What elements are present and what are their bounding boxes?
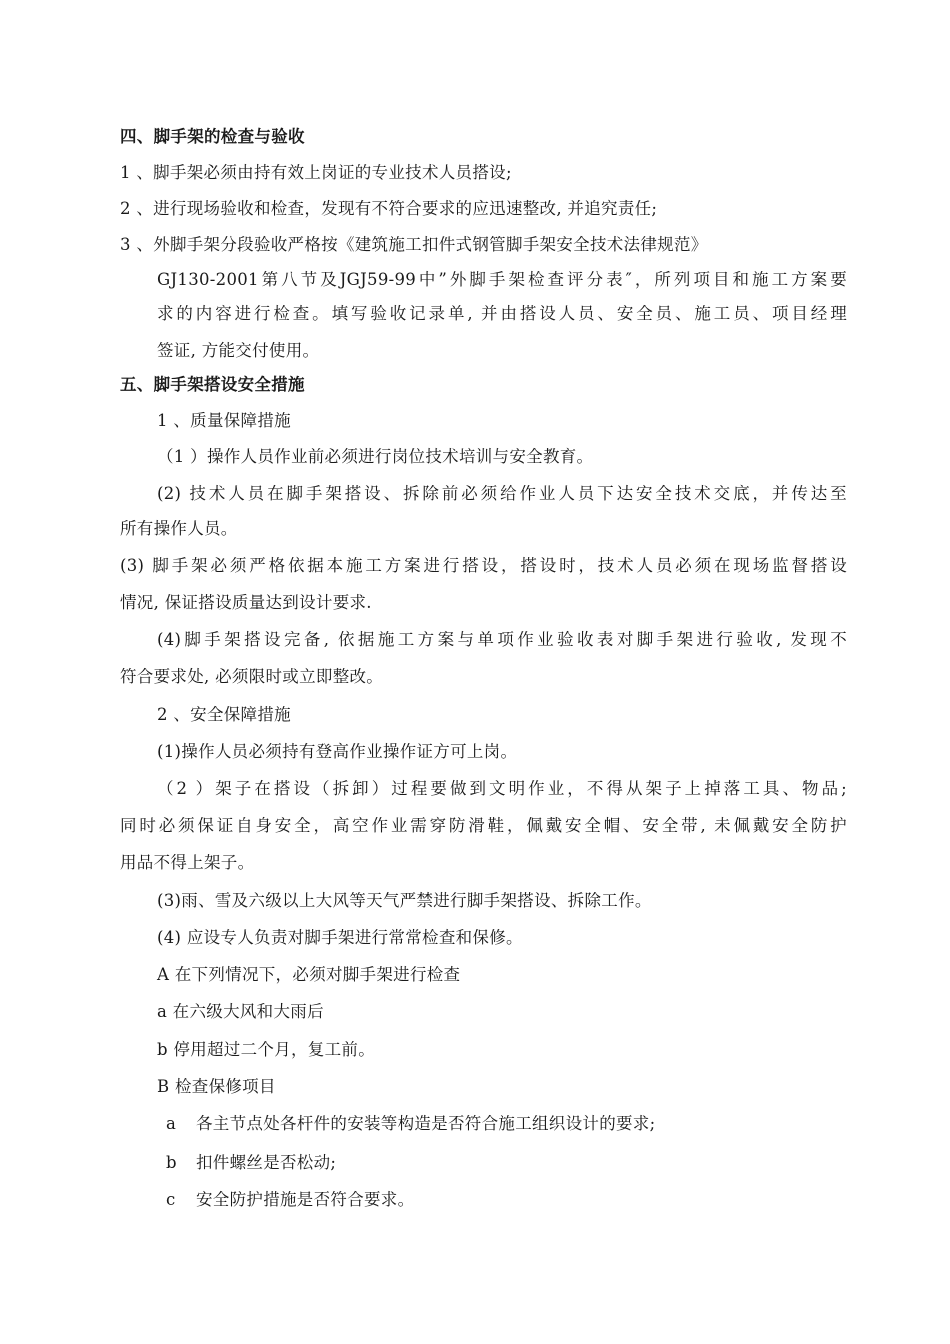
maintenance-item-a: 各主节点处各杆件的安装等构造是否符合施工组织设计的要求; (196, 1114, 656, 1133)
inspection-condition-a: a 在六级大风和大雨后 (157, 1002, 324, 1021)
quality-item-4-line2: 符合要求处, 必须限时或立即整改。 (120, 667, 384, 686)
inspection-condition-b: b 停用超过二个月，复工前。 (157, 1040, 376, 1059)
section4-item3-line2: GJ130-2001第八节及JGJ59-99中”外脚手架检查评分表″，所列项目和施工方案要 (157, 270, 847, 289)
section4-heading: 四、脚手架的检查与验收 (120, 127, 305, 146)
maintenance-items: B 检查保修项目 (157, 1077, 276, 1096)
quality-measures-title: 1 、质量保障措施 (157, 411, 291, 430)
maintenance-item-c: 安全防护措施是否符合要求。 (196, 1190, 415, 1209)
maintenance-item-b: 扣件螺丝是否松动; (196, 1153, 337, 1172)
safety-measures-title: 2 、安全保障措施 (157, 705, 291, 724)
quality-item-3-line2: 情况, 保证搭设质量达到设计要求. (120, 593, 372, 612)
section4-item3-line1: 3 、外脚手架分段验收严格按《建筑施工扣件式钢管脚手架安全技术法律规范》 (120, 235, 708, 254)
maintenance-item-b-letter: b (166, 1153, 177, 1172)
quality-item-3-line1: (3) 脚手架必须严格依据本施工方案进行搭设，搭设时，技术人员必须在现场监督搭设 (120, 556, 847, 575)
section4-item1: 1 、脚手架必须由持有效上岗证的专业技术人员搭设; (120, 163, 512, 182)
quality-item-1: （1 ）操作人员作业前必须进行岗位技术培训与安全教育。 (157, 447, 594, 466)
maintenance-item-c-letter: c (166, 1190, 176, 1209)
safety-item-3: (3)雨、雪及六级以上大风等天气严禁进行脚手架搭设、拆除工作。 (157, 891, 652, 910)
section4-item2: 2 、进行现场验收和检查，发现有不符合要求的应迅速整改, 并追究责任; (120, 199, 658, 218)
quality-item-2-line2: 所有操作人员。 (120, 519, 238, 538)
section4-item3-line3: 求的内容进行检查。填写验收记录单, 并由搭设人员、安全员、施工员、项目经理 (157, 304, 847, 323)
quality-item-4-line1: (4)脚手架搭设完备, 依据施工方案与单项作业验收表对脚手架进行验收, 发现不 (157, 630, 847, 649)
section5-heading: 五、脚手架搭设安全措施 (120, 375, 305, 394)
safety-item-1: (1)操作人员必须持有登高作业操作证方可上岗。 (157, 742, 518, 761)
quality-item-2-line1: (2) 技术人员在脚手架搭设、拆除前必须给作业人员下达安全技术交底，并传达至 (157, 484, 847, 503)
safety-item-2-line2: 同时必须保证自身安全，高空作业需穿防滑鞋，佩戴安全帽、安全带, 未佩戴安全防护 (120, 816, 847, 835)
safety-item-4: (4) 应设专人负责对脚手架进行常常检查和保修。 (157, 928, 523, 947)
inspection-conditions: A 在下列情况下，必须对脚手架进行检查 (157, 965, 461, 984)
maintenance-item-a-letter: a (166, 1114, 177, 1133)
safety-item-2-line3: 用品不得上架子。 (120, 853, 255, 872)
section4-item3-line4: 签证, 方能交付使用。 (157, 341, 320, 360)
safety-item-2-line1: （2 ）架子在搭设（拆卸）过程要做到文明作业，不得从架子上掉落工具、物品; (157, 779, 847, 798)
